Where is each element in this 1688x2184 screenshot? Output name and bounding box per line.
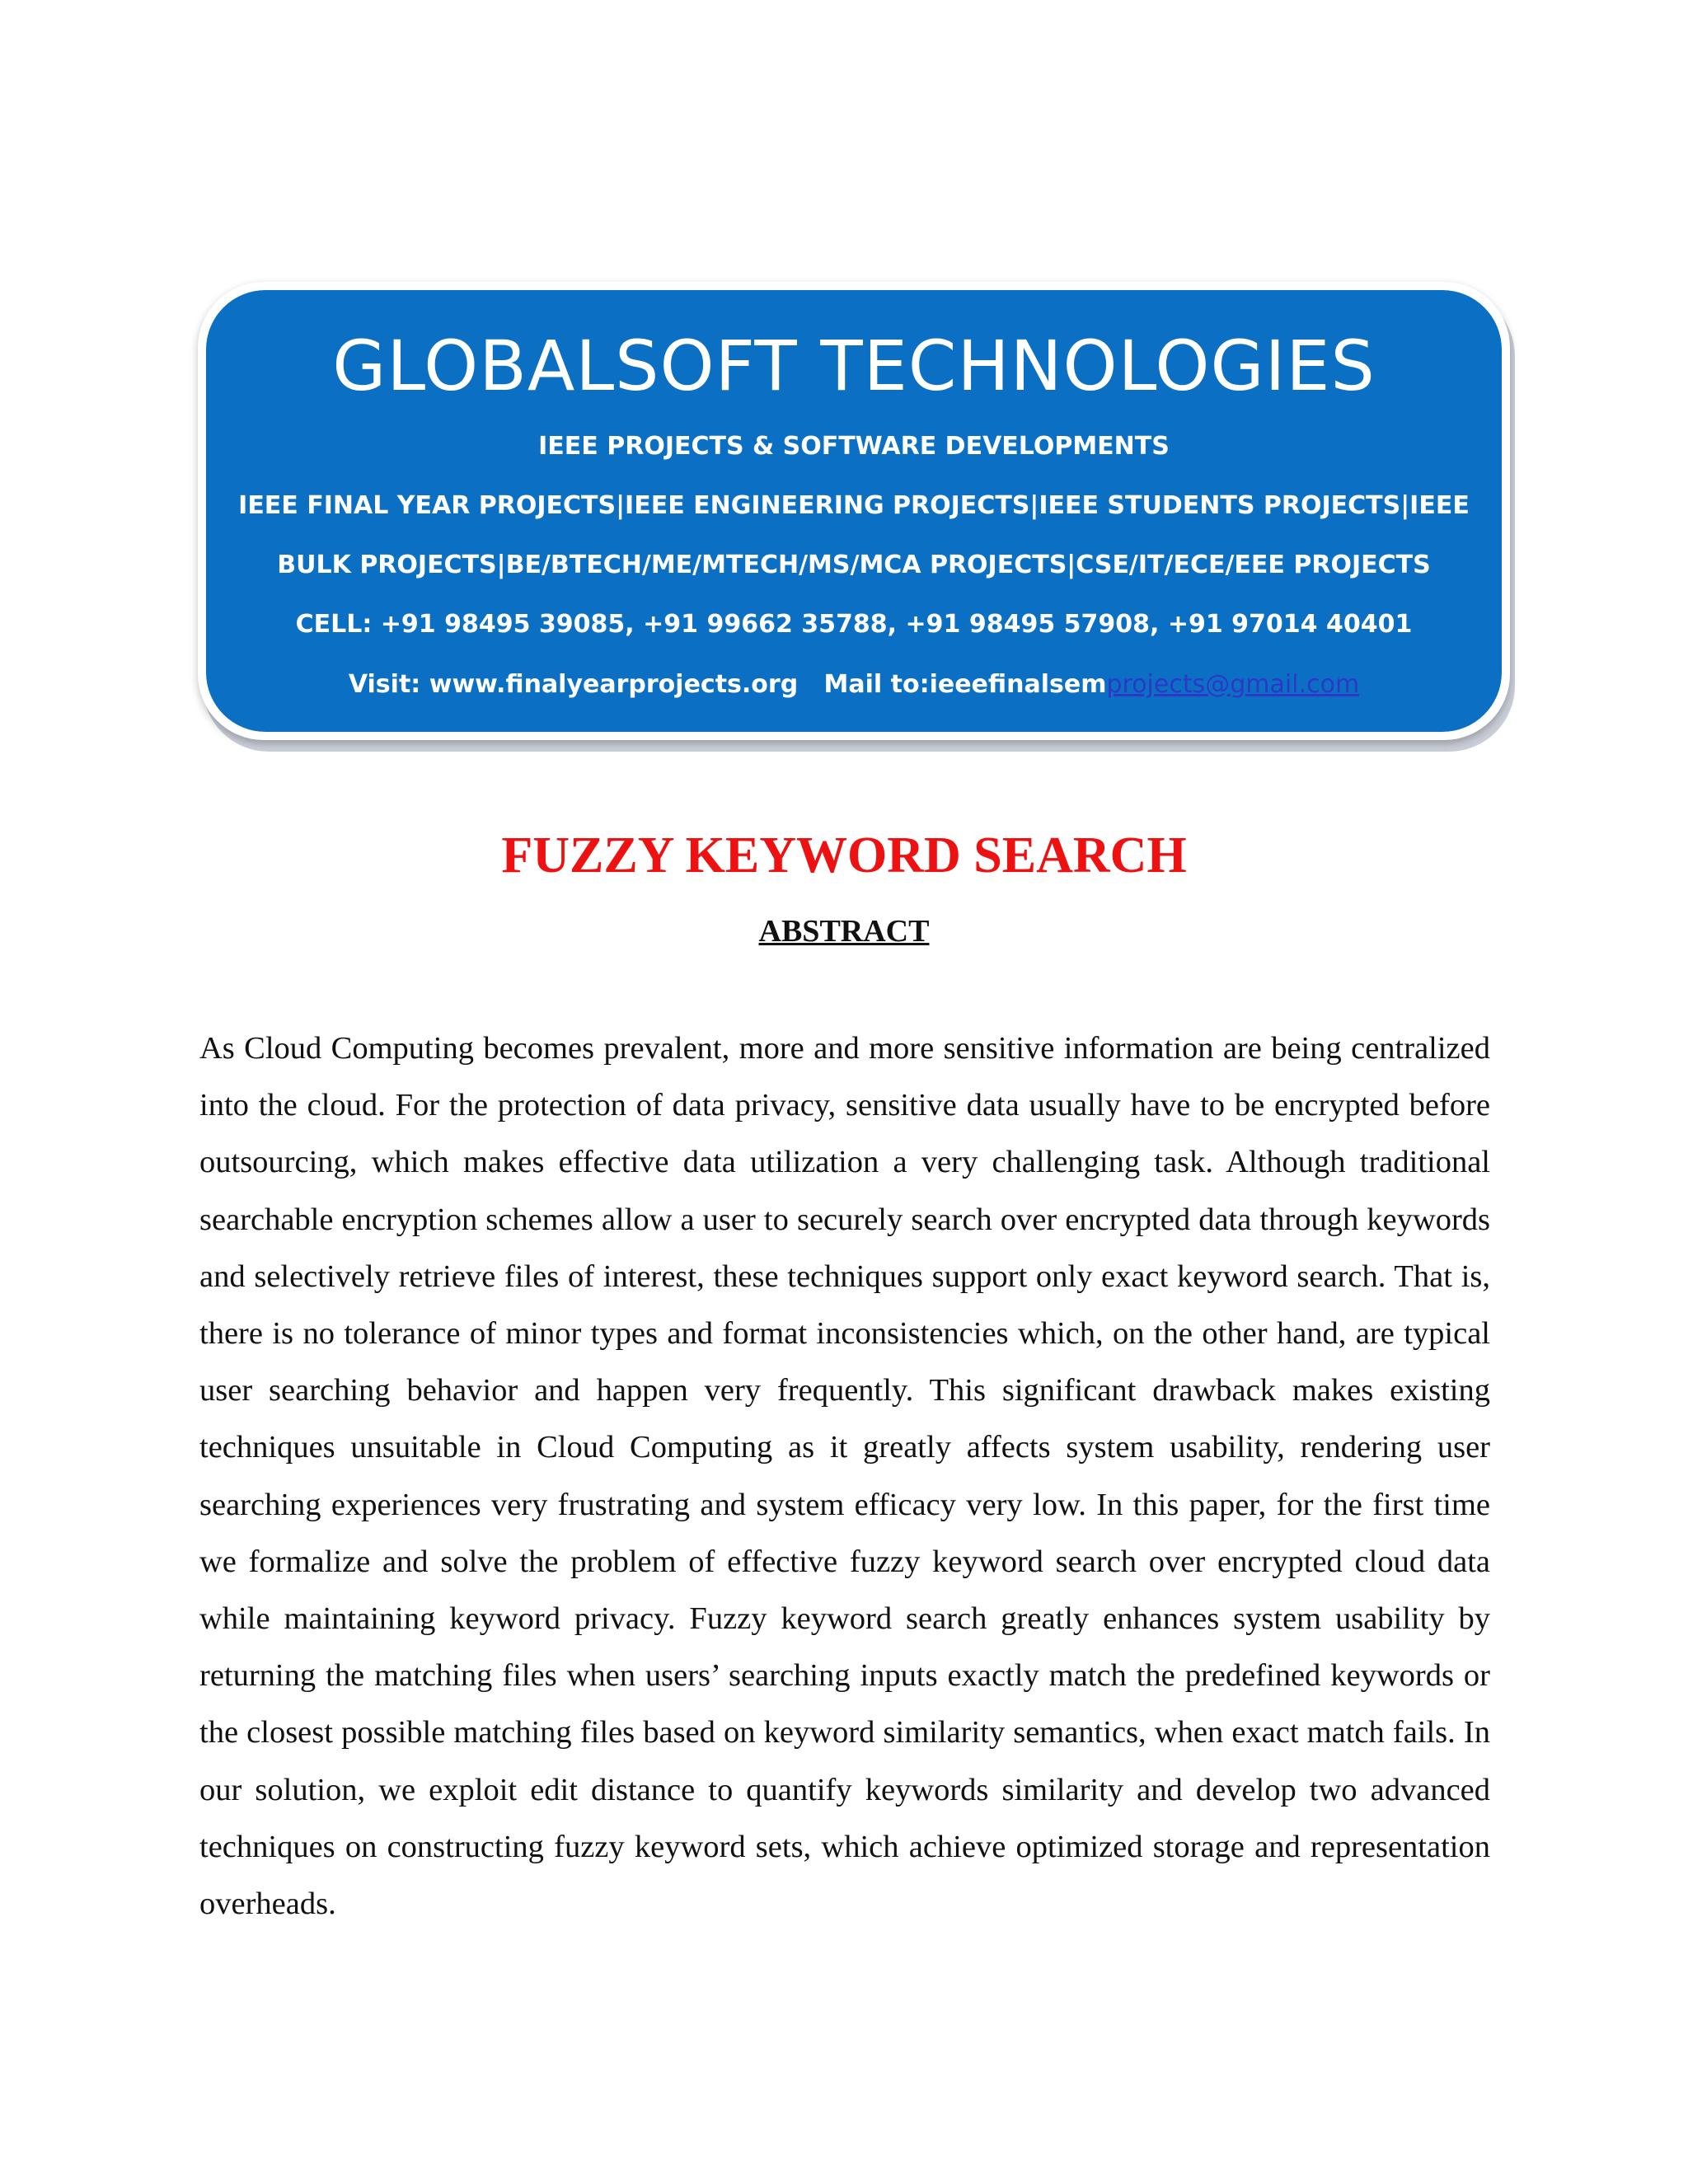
banner-tagline: IEEE PROJECTS & SOFTWARE DEVELOPMENTS — [538, 432, 1170, 461]
abstract-paragraph: As Cloud Computing becomes prevalent, more and more sensitive information are being centralized into the cloud. For the protection of data privacy, sensitive data usually have to be encrypted before outsourcing, which makes effective data utilization a very challenging task. Although traditional searchable encryption schemes allow a user to securely search over encrypted data through keywords and selectively retrieve files of interest, these techniques support only exact keyword search. That is, there is no tolerance of minor types and format inconsistencies which, on the other hand, are typical user searching behavior and happen very frequently. This significant drawback makes existing techniques unsuitable in Cloud Computing as it greatly affects system usability, rendering user searching experiences very frustrating and system efficacy very low. In this paper, for the first time we formalize and solve the problem of effective fuzzy keyword search over encrypted cloud data while maintaining keyword privacy. Fuzzy keyword search greatly enhances system usability by returning the matching files when users’ searching inputs exactly match the predefined keywords or the closest possible matching files based on keyword similarity semantics, when exact match fails. In our solution, we exploit edit distance to quantify keywords similarity and develop two advanced techniques on constructing fuzzy keyword sets, which achieve optimized storage and representation overheads. — [199, 1031, 1490, 1922]
banner-projects-line-2: BULK PROJECTS|BE/BTECH/ME/MTECH/MS/MCA PROJECTS|CSE/IT/ECE/EEE PROJECTS — [277, 551, 1431, 579]
banner-contact-line — [206, 668, 1502, 701]
banner-phone-numbers: CELL: +91 98495 39085, +91 99662 35788, +91 98495 57908, +91 97014 40401 — [295, 610, 1413, 639]
banner-panel — [206, 290, 1502, 732]
email-link[interactable]: projects@gmail.com — [1106, 670, 1360, 699]
banner-projects-line-1: IEEE FINAL YEAR PROJECTS|IEEE ENGINEERING PROJECTS|IEEE STUDENTS PROJECTS|IEEE — [238, 491, 1470, 520]
abstract-heading: ABSTRACT — [758, 914, 930, 949]
company-banner — [198, 282, 1510, 740]
company-name: GLOBALSOFT TECHNOLOGIES — [332, 326, 1376, 406]
visit-text: Visit: www.finalyearprojects.org Mail to:ieeefinalsem — [348, 670, 1107, 699]
document-title: FUZZY KEYWORD SEARCH — [501, 827, 1187, 883]
